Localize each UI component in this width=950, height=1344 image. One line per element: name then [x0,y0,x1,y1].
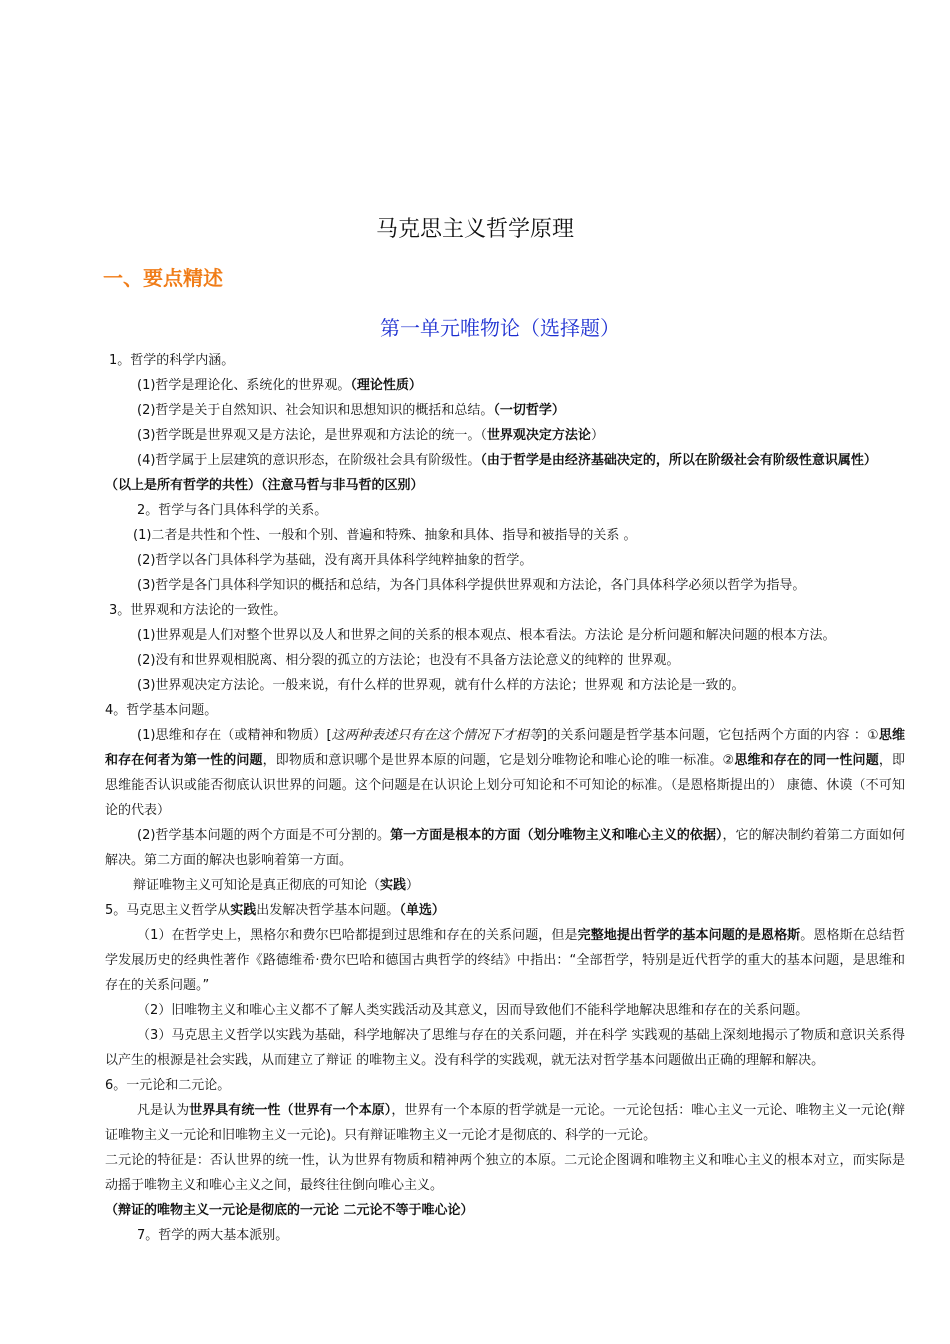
text-run: (1)思维和存在（或精神和物质）[ [137,728,332,743]
item-1-point-1 [105,373,905,398]
text-run: （1）在哲学史上，黑格尔和费尔巴哈都提到过思维和存在的关系问题，但是 [137,928,578,943]
bold-run: 思维和存在的同一性问题 [734,753,879,768]
item-6-point-2: 二元论的特征是：否认世界的统一性，认为世界有物质和精神两个独立的本原。二元论企图调和唯物主义和唯心主义的根本对立，而实际是动摇于唯物主义和唯心主义之间，最终往往倒向唯心主义。 [105,1153,905,1193]
bold-run: 世界观决定方法论 [486,428,591,443]
bold-run: （由于哲学是由经济基础决定的，所以在阶级社会有阶级性意识属性） [480,453,877,468]
item-2-point-3: (3)哲学是各门具体科学知识的概括和总结，为各门具体科学提供世界观和方法论，各门具体科学必须以哲学为指导。 [137,578,806,593]
text-run: 凡是认为 [137,1103,190,1118]
item-1-note: （以上是所有哲学的共性）（注意马哲与非马哲的区别） [105,478,424,493]
item-4-point-3 [105,873,905,898]
text-run: ） [406,878,420,893]
item-4-point-1 [105,723,905,823]
bold-run: （单选） [399,903,445,918]
item-1-heading: 1。哲学的科学内涵。 [109,353,235,368]
text-run: 。恩格斯在总结哲学发展历史的经典性著作《路德维希·费尔巴哈和德国古典哲学的终结》中指出：“全部哲学，特别是近代哲学的重大的基本问题，是思维和存在的关系问题。” [105,928,905,993]
text-run: (2)哲学基本问题的两个方面是不可分割的。 [137,828,391,843]
bold-run: 实践 [380,878,407,893]
item-5-point-2: （2）旧唯物主义和唯心主义都不了解人类实践活动及其意义，因而导致他们不能科学地解决思维和存在的关系问题。 [137,1003,809,1018]
item-6-heading: 6。一元论和二元论。 [105,1078,231,1093]
bold-run: （一切哲学） [493,403,565,418]
text-run: ]的关系问题是哲学基本问题，它包括两个方面的内容 ：① [542,728,879,743]
bold-run: 第一方面是根本的方面（划分唯物主义和唯心主义的依据） [390,828,723,843]
bold-run: 实践 [230,903,257,918]
text-run: 出发解决哲学基本问题。 [256,903,400,918]
text-run: (1)哲学是理论化、系统化的世界观。 [137,378,351,393]
text-run: 5。马克思主义哲学从 [105,903,231,918]
text-run: ，即思维能否认识或能否彻底认识世界的问题。这个问题是在认识论上划分可知论和不可知论的标准。（是恩格斯提出的） 康德、休谟（不可知论的代表） [105,753,905,818]
item-1-point-2 [105,398,905,423]
item-2-point-2: (2)哲学以各门具体科学为基础，没有离开具体科学纯粹抽象的哲学。 [137,553,533,568]
item-3-heading: 3。世界观和方法论的一致性。 [109,603,287,618]
bold-run: 思维和存在何者为第一性的问题 [105,728,905,768]
bold-run: （理论性质） [350,378,422,393]
text-run: (3)哲学既是世界观又是方法论，是世界观和方法论的统一。（ [137,428,487,443]
text-run: (4)哲学属于上层建筑的意识形态，在阶级社会具有阶级性。 [137,453,481,468]
item-5-point-3: （3）马克思主义哲学以实践为基础，科学地解决了思维与存在的关系问题，并在科学 实践观的基础上深刻地揭示了物质和意识关系得以产生的根源是社会实践，从而建立了辩证 的唯物主义。没有科学的实践观，就无法对哲学基本问题做出正确的理解和解决。 [105,1028,905,1068]
unit-heading: 第一单元唯物论（选择题） [380,316,620,340]
bold-run: 完整地提出哲学的基本问题的是恩格斯 [577,928,801,943]
text-run: (2)哲学是关于自然知识、社会知识和思想知识的概括和总结。 [137,403,494,418]
document-body [105,348,905,1248]
item-4-heading: 4。哲学基本问题。 [105,703,218,718]
section-heading: 一、要点精述 [103,266,223,290]
text-run: ，世界有一个本原的哲学就是一元论。一元论包括：唯心主义一元论、唯物主义一元论(辩证唯物主义一元论和旧唯物主义一元论)。只有辩证唯物主义一元论才是彻底的、科学的一元论。 [105,1103,905,1143]
item-6-note: （辩证的唯物主义一元论是彻底的一元论 二元论不等于唯心论） [105,1203,474,1218]
item-5-point-1 [105,923,905,998]
item-3-point-1: (1)世界观是人们对整个世界以及人和世界之间的关系的根本观点、根本看法。方法论 是分析问题和解决问题的根本方法。 [137,628,836,643]
bold-run: 世界具有统一性（世界有一个本原） [189,1103,392,1118]
item-5-heading [105,898,905,923]
text-run: 辩证唯物主义可知论是真正彻底的可知论（ [133,878,381,893]
item-1-point-3 [105,423,905,448]
item-3-point-3: (3)世界观决定方法论。一般来说，有什么样的世界观，就有什么样的方法论；世界观 和方法论是一致的。 [137,678,745,693]
item-6-point-1 [105,1098,905,1148]
document-title: 马克思主义哲学原理 [375,217,574,242]
text-run: ，即物质和意识哪个是世界本原的问题，它是划分唯物论和唯心论的唯一标准。② [262,753,735,768]
item-1-point-4 [105,448,905,473]
item-7-heading: 7。哲学的两大基本派别。 [137,1228,289,1243]
item-4-point-2 [105,823,905,873]
item-2-heading: 2。哲学与各门具体科学的关系。 [137,503,328,518]
italic-run: 这两种表述只有在这个情况下才相等 [331,728,543,743]
text-run: ） [590,428,604,443]
item-2-point-1: (1)二者是共性和个性、一般和个别、普遍和特殊、抽象和具体、指导和被指导的关系 。 [133,528,637,543]
item-3-point-2: (2)没有和世界观相脱离、相分裂的孤立的方法论；也没有不具备方法论意义的纯粹的 世界观。 [137,653,680,668]
text-run: ，它的解决制约着第二方面如何解决。第二方面的解决也影响着第一方面。 [105,828,905,868]
